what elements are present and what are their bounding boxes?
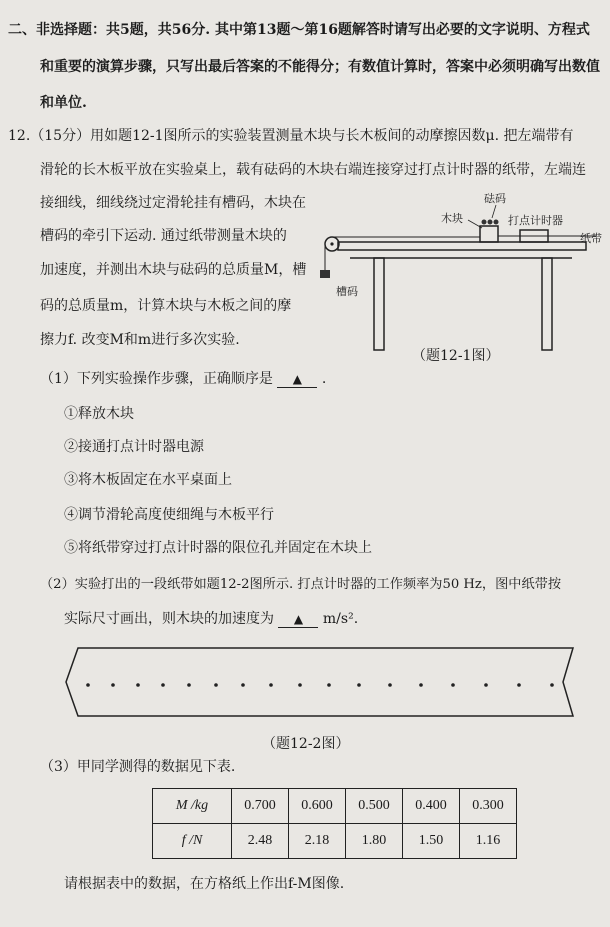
figure1-caption: （题12-1图） — [412, 348, 500, 364]
label-block: 木块 — [441, 212, 463, 225]
part1-prompt: （1）下列实验操作步骤，正确顺序是 — [40, 371, 273, 387]
f-value: 1.80 — [346, 824, 403, 859]
step-3: ③将木板固定在水平桌面上 — [64, 472, 232, 488]
header-f: f /N — [153, 824, 232, 859]
figure2-caption: （题12-2图） — [262, 736, 350, 752]
data-table — [152, 788, 517, 859]
part1-answer-blank[interactable]: ▲ — [277, 371, 317, 388]
step-5: ⑤将纸带穿过打点计时器的限位孔并固定在木块上 — [64, 540, 372, 556]
part2-line-1: （2）实验打出的一段纸带如题12-2图所示. 打点计时器的工作频率为50 Hz，图中纸带按 — [40, 577, 562, 592]
label-weight: 砝码 — [484, 192, 506, 205]
part2-text: 实际尺寸画出，则木块的加速度为 — [64, 611, 274, 627]
f-value: 2.18 — [289, 824, 346, 859]
section-line-1: 二、非选择题：共5题，共56分. 其中第13题～第16题解答时请写出必要的文字说明、方程式 — [8, 22, 590, 38]
table-row-f — [153, 824, 517, 859]
block — [480, 226, 498, 242]
section-line-3: 和单位. — [40, 95, 87, 111]
section-line-2: 和重要的演算步骤，只写出最后答案的不能得分；有数值计算时，答案中必须明确写出数值 — [40, 59, 600, 75]
part2-line-2 — [64, 609, 358, 629]
f-value: 1.16 — [460, 824, 517, 859]
part3-line-1: （3）甲同学测得的数据见下表. — [40, 759, 236, 775]
m-value: 0.500 — [346, 789, 403, 824]
q12-line-6: 码的总质量m，计算木块与木板之间的摩 — [40, 298, 292, 314]
table-leg-left — [374, 258, 384, 350]
table-row-m — [153, 789, 517, 824]
f-value: 2.48 — [232, 824, 289, 859]
hanging-weight — [320, 270, 330, 278]
label-hook: 槽码 — [336, 285, 358, 298]
part3-instruction: 请根据表中的数据，在方格纸上作出f-M图像. — [64, 876, 345, 892]
step-2: ②接通打点计时器电源 — [64, 439, 204, 455]
board — [338, 242, 586, 250]
part2-unit: m/s². — [322, 611, 359, 627]
m-value: 0.600 — [289, 789, 346, 824]
q12-line-5: 加速度，并测出木块与砝码的总质量M，槽 — [40, 262, 307, 278]
apparatus-figure — [310, 188, 610, 358]
label-tape: 纸带 — [580, 232, 602, 245]
part2-answer-blank[interactable]: ▲ — [278, 611, 318, 628]
tape-figure — [58, 640, 588, 722]
m-value: 0.700 — [232, 789, 289, 824]
step-1: ①释放木块 — [64, 406, 134, 422]
part1-end: . — [321, 371, 327, 387]
label-timer: 打点计时器 — [508, 214, 563, 227]
m-value: 0.300 — [460, 789, 517, 824]
q12-line-7: 擦力f. 改变M和m进行多次实验. — [40, 332, 240, 348]
table-leg-right — [542, 258, 552, 350]
q12-line-1: 12.（15分）用如题12-1图所示的实验装置测量木块与长木板间的动摩擦因数μ. 把左端带有 — [8, 128, 574, 144]
m-value: 0.400 — [403, 789, 460, 824]
q12-line-2: 滑轮的长木板平放在实验桌上，载有砝码的木块右端连接穿过打点计时器的纸带，左端连 — [40, 162, 586, 178]
q12-line-3: 接细线，细线绕过定滑轮挂有槽码，木块在 — [40, 195, 306, 211]
step-4: ④调节滑轮高度使细绳与木板平行 — [64, 507, 274, 523]
f-value: 1.50 — [403, 824, 460, 859]
header-m: M /kg — [153, 789, 232, 824]
q12-line-4: 槽码的牵引下运动. 通过纸带测量木块的 — [40, 228, 287, 244]
tape-dots — [86, 683, 554, 687]
part1-prompt-line — [40, 369, 326, 389]
tape-outline — [66, 648, 573, 716]
